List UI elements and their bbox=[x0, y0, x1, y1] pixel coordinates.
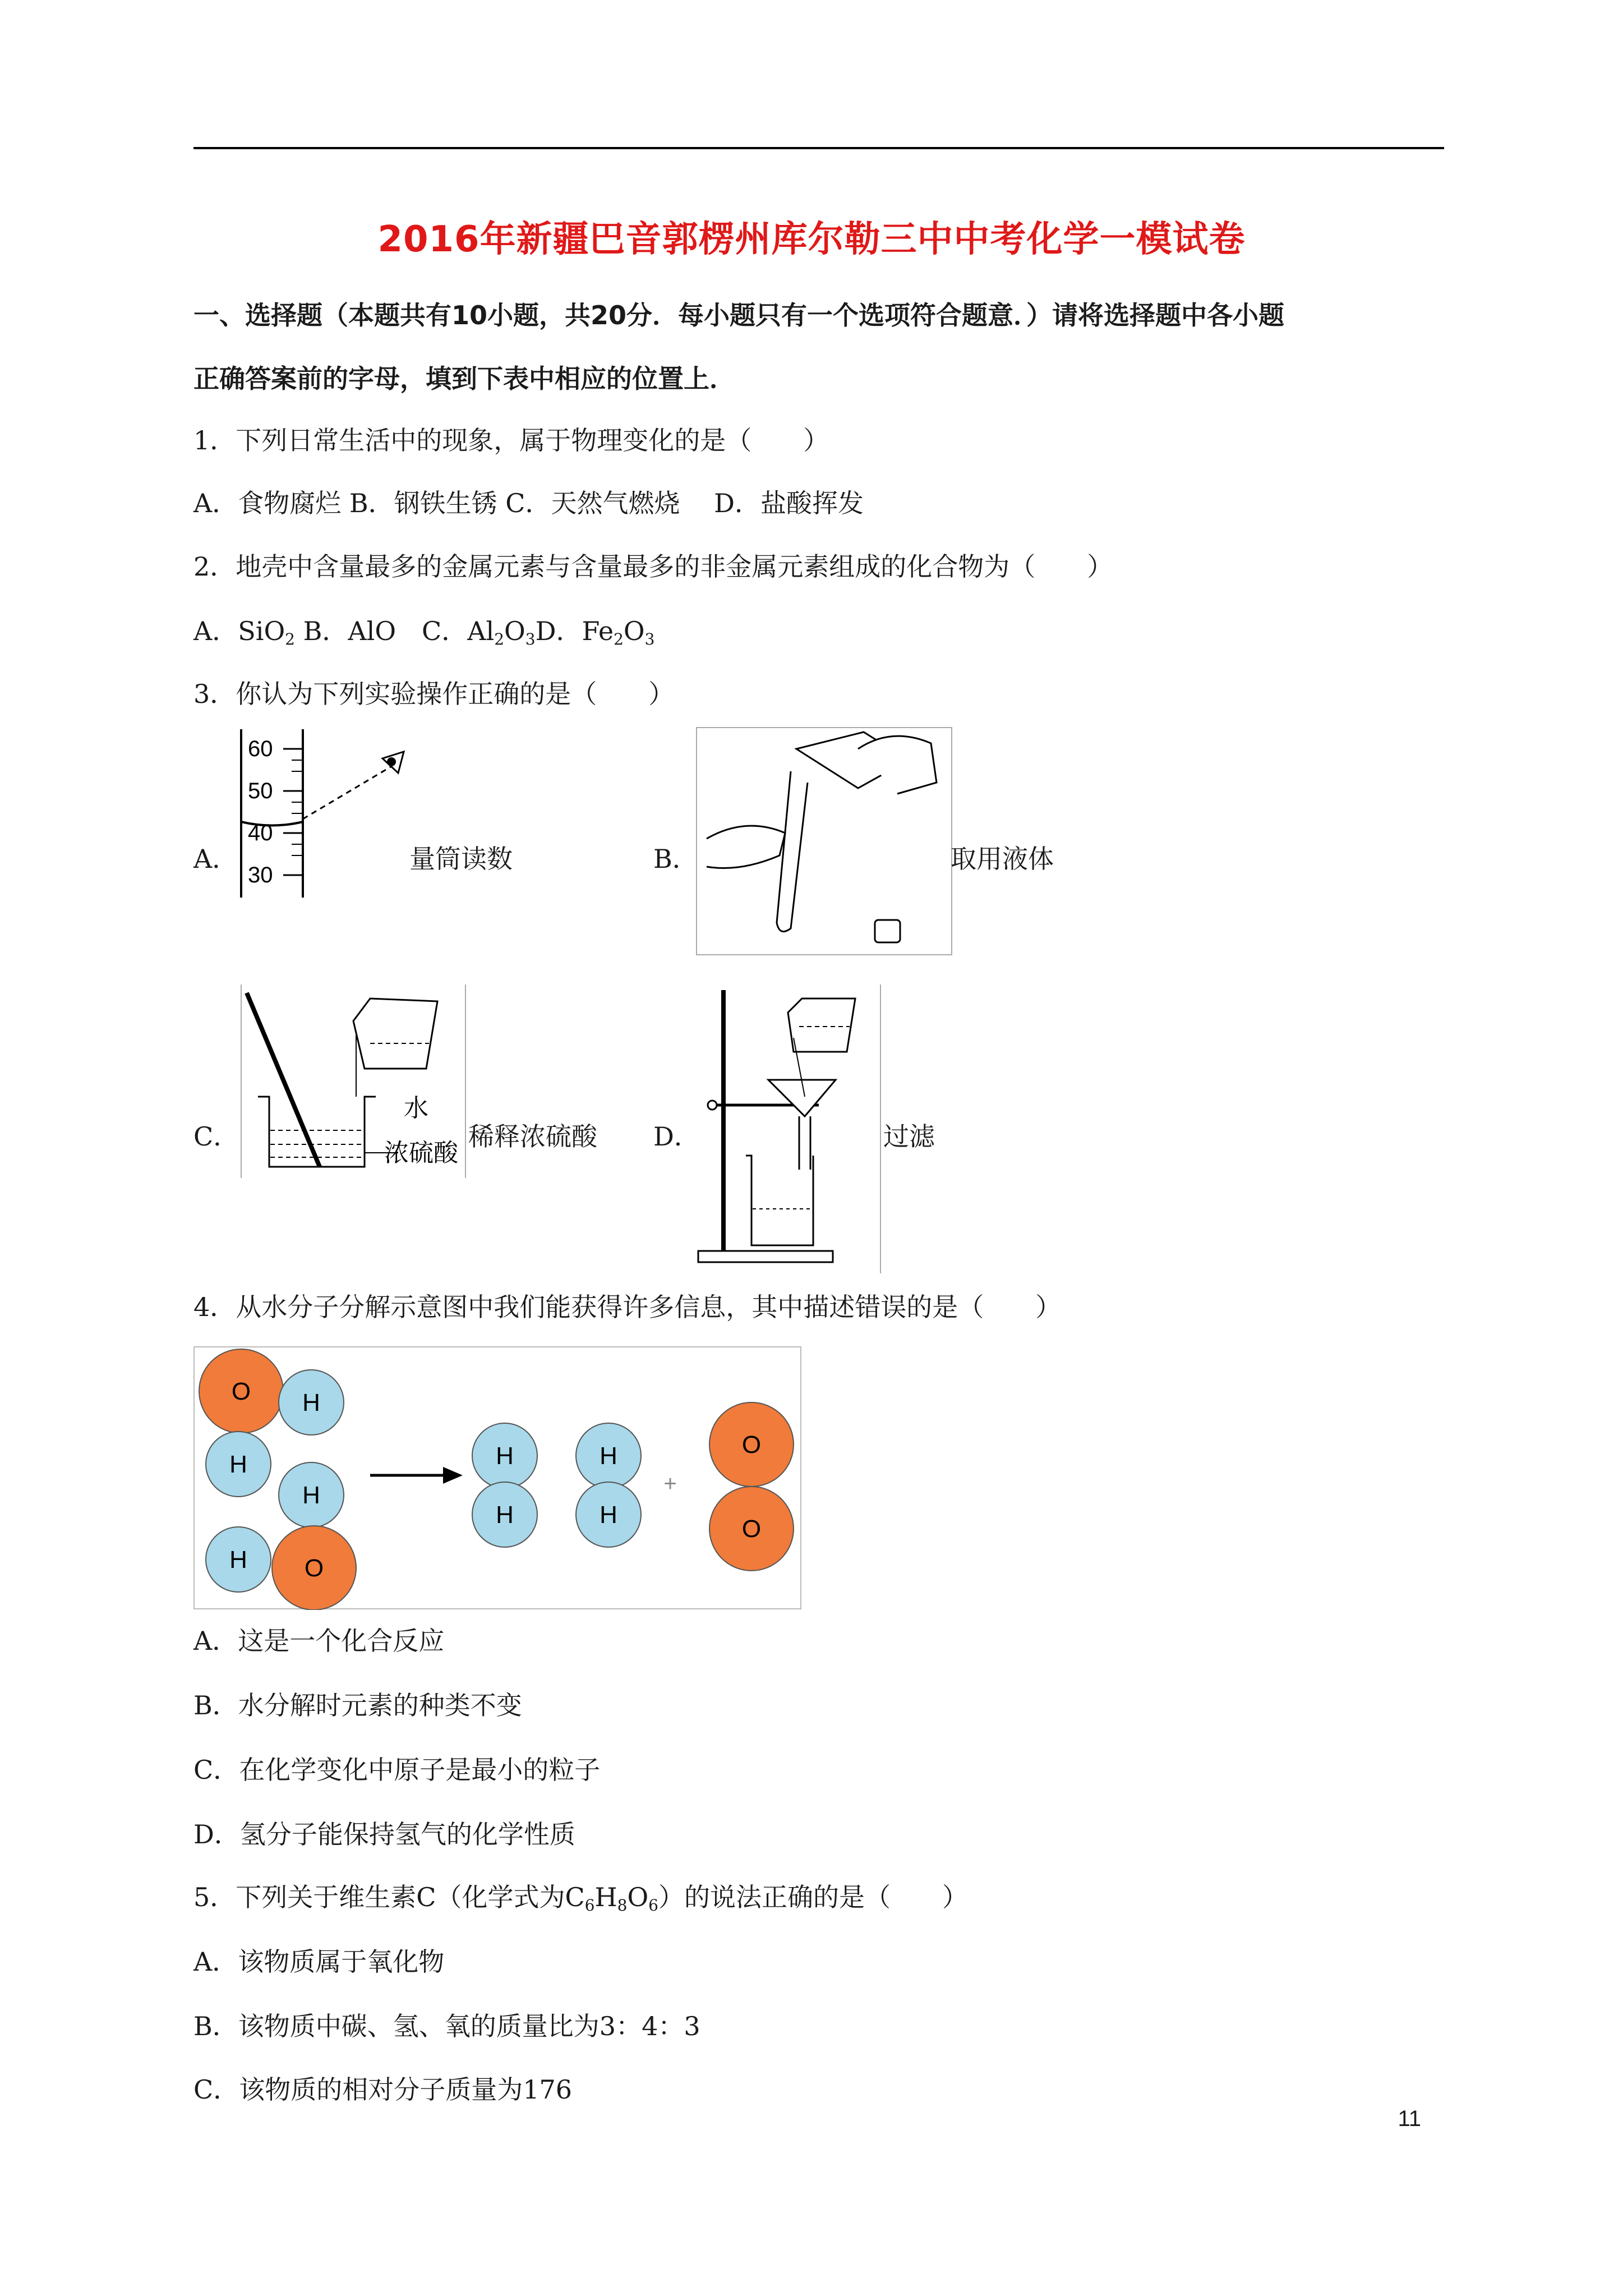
atom-label-h: H bbox=[496, 1501, 514, 1529]
q3-option-a-letter: A． bbox=[193, 844, 238, 874]
q3-option-c-text: 稀释浓硫酸 bbox=[468, 1121, 597, 1152]
q4-option-a: A．这是一个化合反应 bbox=[193, 1626, 445, 1656]
beaker-label-water: 水 bbox=[404, 1094, 428, 1122]
header-rule bbox=[193, 147, 1444, 149]
cylinder-tick-60: 60 bbox=[248, 737, 273, 761]
page-number: 11 bbox=[1398, 2106, 1421, 2131]
filtration-figure bbox=[695, 984, 886, 1276]
atom-label-o: O bbox=[231, 1378, 251, 1405]
q3-option-d-text: 过滤 bbox=[883, 1121, 935, 1152]
water-decomposition-figure bbox=[193, 1346, 802, 1610]
atom-label-h: H bbox=[302, 1389, 320, 1416]
atom-label-h: H bbox=[229, 1546, 247, 1573]
plus-sign: + bbox=[663, 1471, 677, 1496]
atom-label-o: O bbox=[741, 1431, 762, 1458]
beaker-label-acid: 浓硫酸 bbox=[384, 1139, 458, 1167]
cylinder-tick-50: 50 bbox=[248, 779, 273, 803]
q2-stem: 2．地壳中含量最多的金属元素与含量最多的非金属元素组成的化合物为（ ） bbox=[193, 551, 1113, 582]
q5-stem: 5．下列关于维生素C（化学式为$C_6H_8O_6$）的说法正确的是（ ） bbox=[193, 1882, 968, 1915]
q4-option-d: D．氢分子能保持氢气的化学性质 bbox=[193, 1819, 575, 1849]
q3-option-c-letter: C． bbox=[193, 1121, 239, 1152]
q1-stem: 1．下列日常生活中的现象，属于物理变化的是（ ） bbox=[193, 425, 829, 455]
section-heading-line2: 正确答案前的字母，填到下表中相应的位置上． bbox=[193, 364, 735, 394]
atom-label-o: O bbox=[741, 1515, 762, 1543]
q3-option-b-text: 取用液体 bbox=[951, 844, 1054, 874]
q3-option-d-letter: D． bbox=[653, 1121, 700, 1152]
atom-label-h: H bbox=[229, 1451, 247, 1478]
atom-label-h: H bbox=[600, 1442, 617, 1470]
cylinder-reading-figure bbox=[236, 729, 415, 903]
q5-option-a: A．该物质属于氧化物 bbox=[193, 1947, 445, 1977]
q4-option-c: C．在化学变化中原子是最小的粒子 bbox=[193, 1755, 601, 1785]
section-heading-line1: 一、选择题（本题共有10小题，共20分．每小题只有一个选项符合题意．）请将选择题中各小题 bbox=[193, 300, 1285, 330]
cylinder-tick-40: 40 bbox=[248, 821, 273, 845]
atom-label-h: H bbox=[600, 1501, 617, 1529]
page-title: 2016年新疆巴音郭楞州库尔勒三中中考化学一模试卷 bbox=[377, 219, 1246, 260]
atom-label-o: O bbox=[304, 1554, 324, 1582]
q3-option-a-text: 量筒读数 bbox=[409, 844, 513, 874]
q1-options: A．食物腐烂 B．钢铁生锈 C．天然气燃烧 D．盐酸挥发 bbox=[193, 488, 864, 518]
pouring-liquid-figure bbox=[695, 726, 953, 956]
q4-stem: 4．从水分子分解示意图中我们能获得许多信息，其中描述错误的是（ ） bbox=[193, 1292, 1062, 1322]
q2-options: A．SiO$_2$ B．AlO C．$Al_2O_3D$．$Fe_2O_3$ bbox=[193, 616, 655, 648]
q5-option-b: B．该物质中碳、氢、氧的质量比为3：4：3 bbox=[193, 2011, 700, 2041]
dilute-acid-figure bbox=[236, 984, 471, 1181]
q4-option-b: B．水分解时元素的种类不变 bbox=[193, 1690, 522, 1720]
q5-option-c: C．该物质的相对分子质量为176 bbox=[193, 2074, 572, 2105]
q3-option-b-letter: B． bbox=[653, 844, 698, 874]
atom-label-h: H bbox=[302, 1481, 320, 1509]
cylinder-tick-30: 30 bbox=[248, 863, 273, 887]
q3-stem: 3．你认为下列实验操作正确的是（ ） bbox=[193, 679, 675, 709]
atom-label-h: H bbox=[496, 1442, 514, 1470]
